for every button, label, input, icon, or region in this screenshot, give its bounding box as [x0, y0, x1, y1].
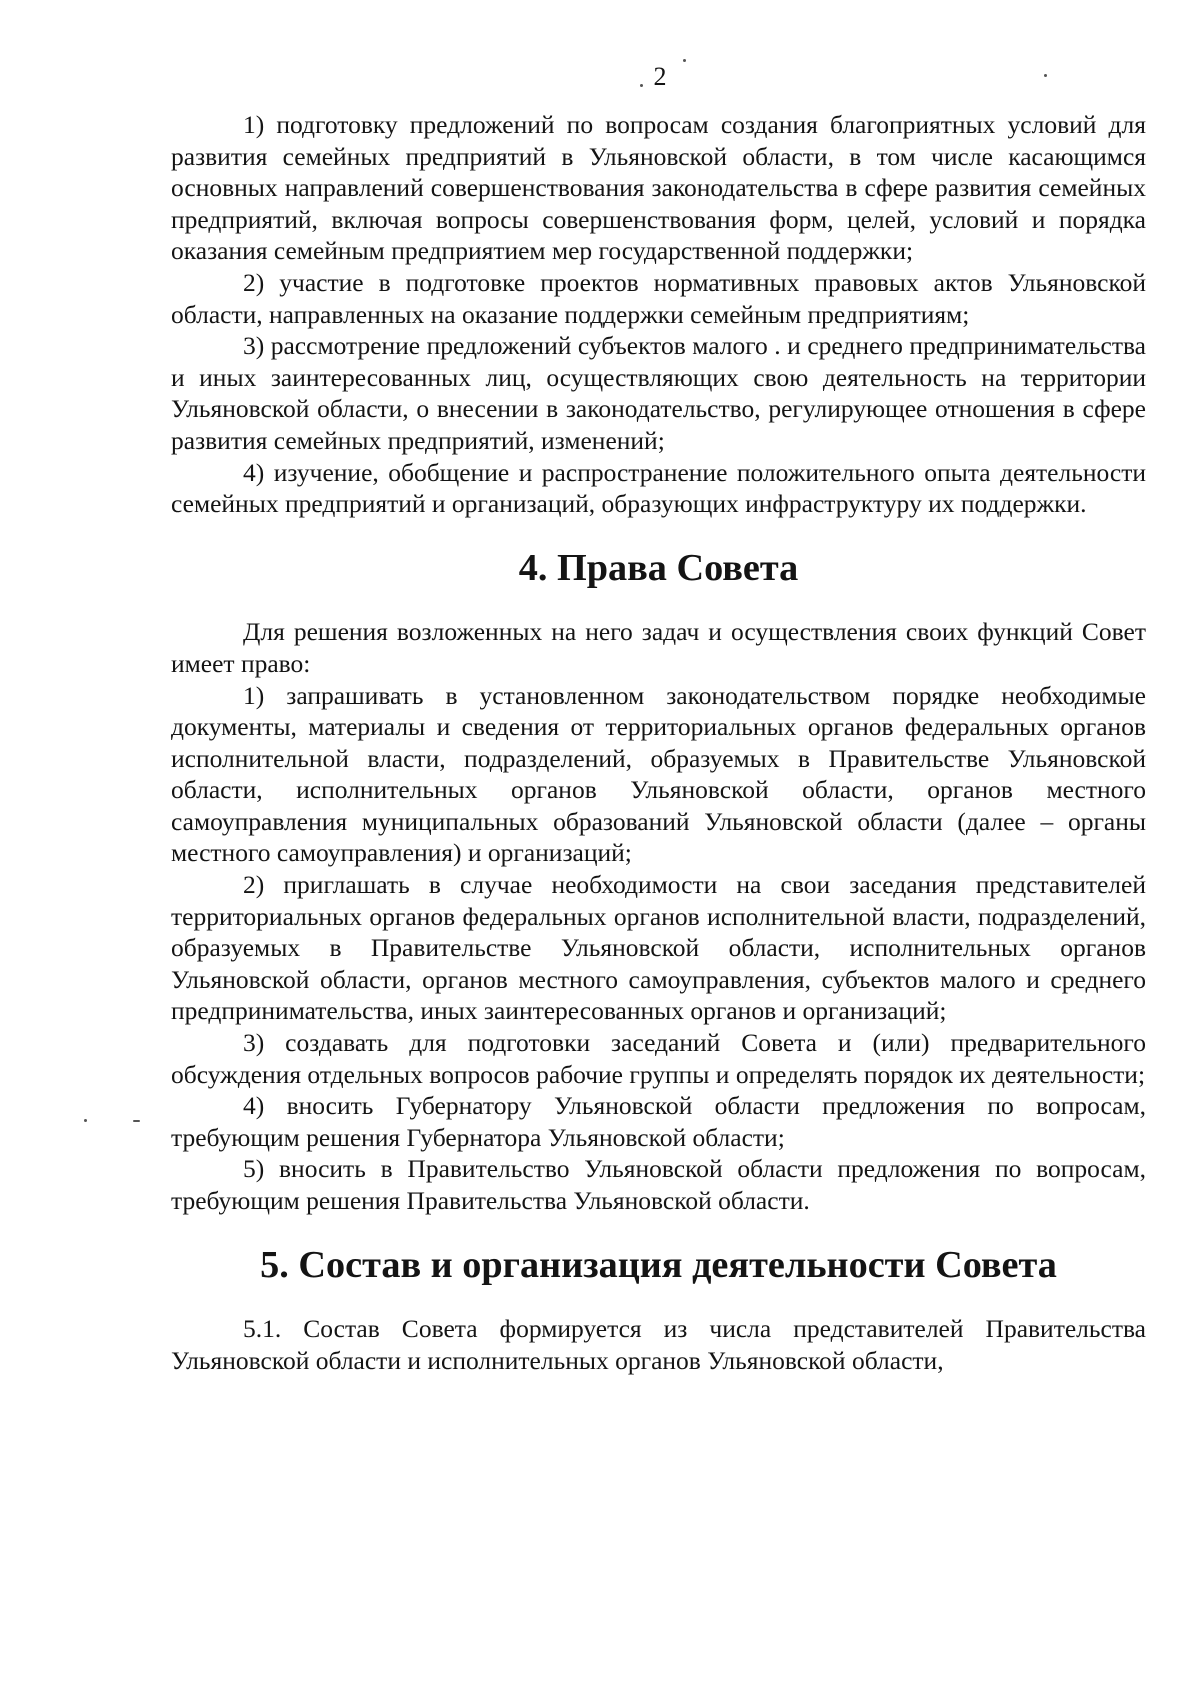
paragraph-right-1: 1) запрашивать в установленном законодательством порядке необходимые документы, материалы и сведения от территориальных органов федеральных органов исполнительной власти, подразделений, образуемых в Правительстве Ульяновской области, исполнительных органов Ульяновской области, органов местного самоуправления муниципальных образований Ульяновской области (далее – органы местного самоуправления) и организаций;: [171, 680, 1146, 868]
paragraph-function-4: 4) изучение, обобщение и распространение положительного опыта деятельности семейных предприятий и организаций, образующих инфраструктуру их поддержки.: [171, 457, 1146, 519]
section-heading-composition: 5. Состав и организация деятельности Совета: [260, 1243, 1057, 1286]
paragraph-right-5: 5) вносить в Правительство Ульяновской области предложения по вопросам, требующим решения Правительства Ульяновской области.: [171, 1154, 1146, 1215]
paragraph-rights-intro: Для решения возложенных на него задач и осуществления своих функций Совет имеет право:: [171, 617, 1146, 678]
paragraph-right-2: 2) приглашать в случае необходимости на свои заседания представителей территориальных органов федеральных органов исполнительной власти, подразделений, образуемых в Правительстве Ульяновской области, исполнительных органов Ульяновской области, органов местного самоуправления, субъектов малого и среднего предпринимательства, иных заинтересованных органов и организаций;: [171, 870, 1146, 1026]
paragraph-right-3: 3) создавать для подготовки заседаний Совета и (или) предварительного обсуждения отдельных вопросов рабочие группы и определять порядок их деятельности;: [171, 1028, 1146, 1089]
paragraph-composition-5-1: 5.1. Состав Совета формируется из числа представителей Правительства Ульяновской области и исполнительных органов Ульяновской области,: [171, 1314, 1146, 1375]
scan-speck: [683, 59, 686, 62]
paragraph-function-1: 1) подготовку предложений по вопросам создания благоприятных условий для развития семейных предприятий в Ульяновской области, в том числе касающимся основных направлений совершенствования законодательства в сфере развития семейных предприятий, включая вопросы совершенствования форм, целей, условий и порядка оказания семейным предприятием мер государственной поддержки;: [171, 110, 1146, 266]
paragraph-function-2: 2) участие в подготовке проектов нормативных правовых актов Ульяновской области, направленных на оказание поддержки семейным предприятиям;: [171, 267, 1146, 329]
paragraph-right-4: 4) вносить Губернатору Ульяновской области предложения по вопросам, требующим решения Губернатора Ульяновской области;: [171, 1091, 1146, 1152]
paragraph-function-3: 3) рассмотрение предложений субъектов малого . и среднего предпринимательства и иных заинтересованных лиц, осуществляющих свою деятельность на территории Ульяновской области, о внесении в законодательство, регулирующее отношения в сфере развития семейных предприятий, изменений;: [171, 331, 1146, 455]
scan-speck: [84, 1119, 87, 1122]
scan-speck: [640, 84, 643, 87]
section-heading-rights: 4. Права Совета: [518, 546, 799, 589]
document-body: [171, 109, 1146, 1376]
scan-speck: [133, 1120, 140, 1122]
page-number: 2: [653, 62, 667, 91]
scan-speck: [1044, 74, 1047, 77]
